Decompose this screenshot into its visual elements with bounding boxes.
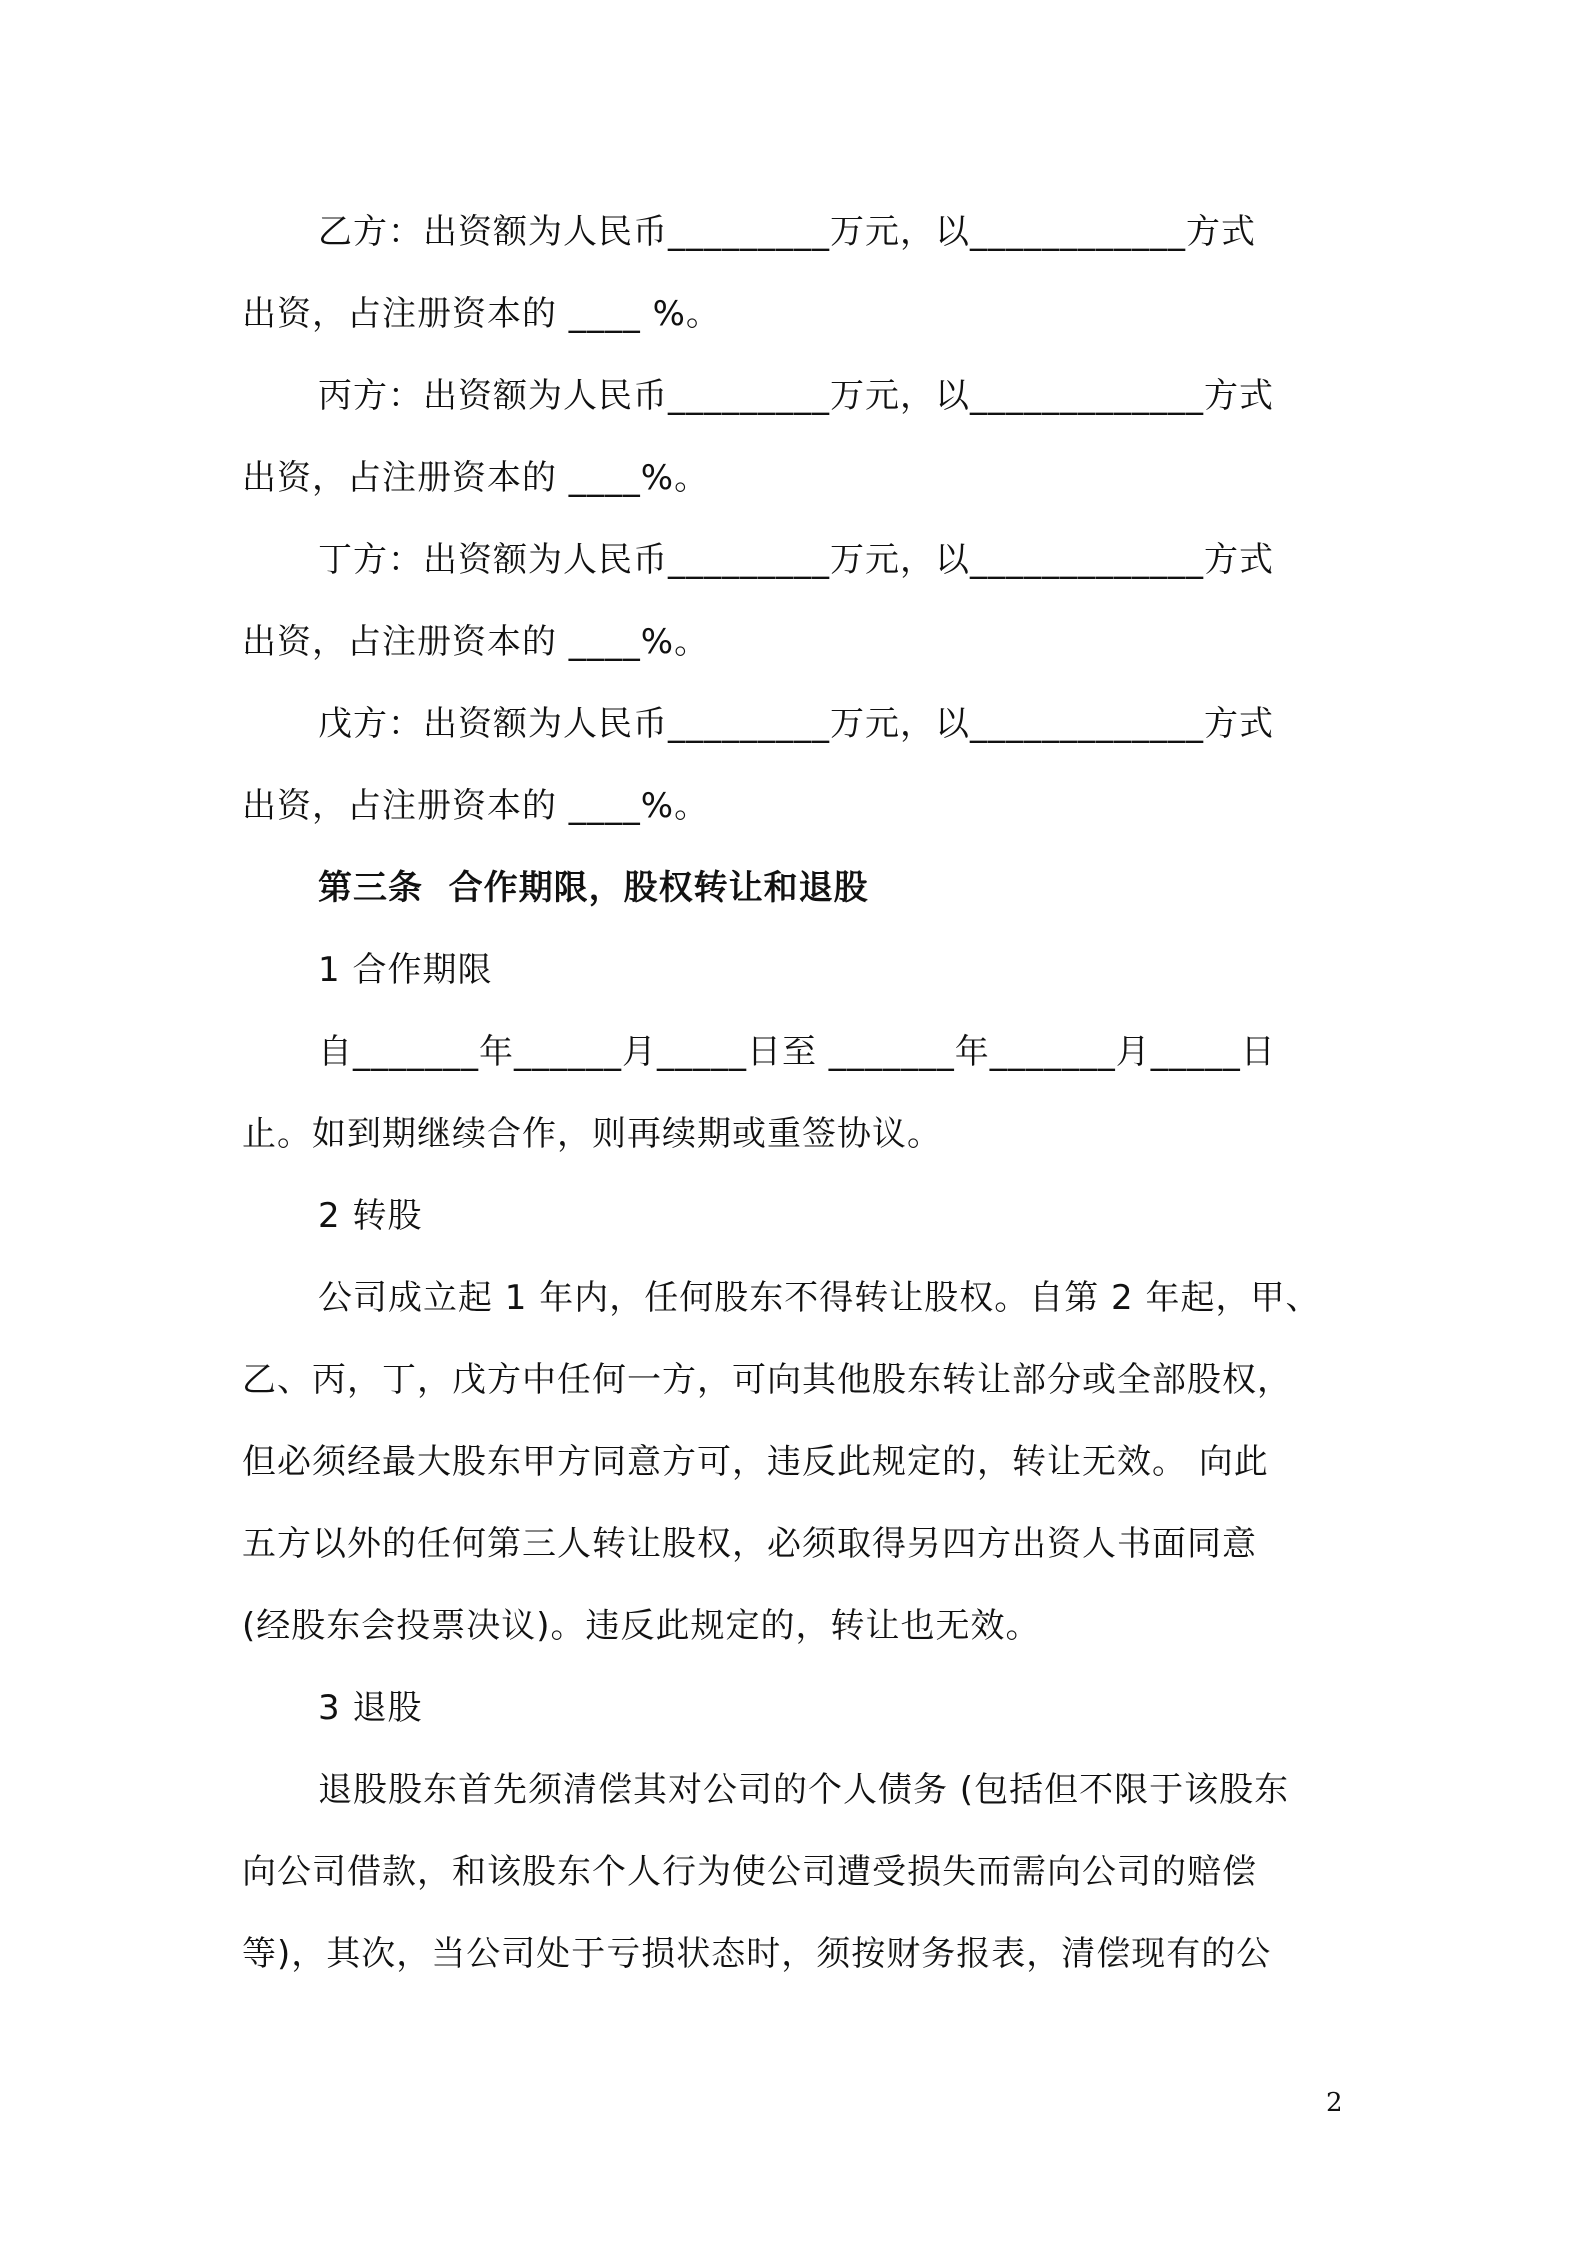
subsection-heading: 2 转股: [318, 1196, 423, 1236]
text-line: 但必须经最大股东甲方同意方可，违反此规定的，转让无效。 向此: [242, 1442, 1269, 1482]
text-line: 出资，占注册资本的 ____ %。: [242, 294, 721, 334]
text-line: 丁方：出资额为人民币_________万元，以_____________方式: [318, 540, 1274, 580]
subsection-heading: 1 合作期限: [318, 950, 493, 990]
text-line: 五方以外的任何第三人转让股权，必须取得另四方出资人书面同意: [242, 1524, 1257, 1564]
text-line: 出资，占注册资本的 ____%。: [242, 786, 710, 826]
page-number: 2: [1326, 2088, 1343, 2118]
text-line: 公司成立起 1 年内，任何股东不得转让股权。自第 2 年起，甲、: [318, 1278, 1321, 1318]
text-line: 戊方：出资额为人民币_________万元，以_____________方式: [318, 704, 1274, 744]
text-line: 退股股东首先须清偿其对公司的个人债务 (包括但不限于该股东: [318, 1770, 1290, 1810]
text-line: 等)，其次，当公司处于亏损状态时，须按财务报表，清偿现有的公: [242, 1934, 1272, 1974]
text-line: 出资，占注册资本的 ____%。: [242, 458, 710, 498]
text-line: 向公司借款，和该股东个人行为使公司遭受损失而需向公司的赔偿: [242, 1852, 1257, 1892]
text-line: 自_______年______月_____日至 _______年_______月_____日: [318, 1032, 1276, 1072]
text-line: 止。如到期继续合作，则再续期或重签协议。: [242, 1114, 942, 1154]
text-line: 乙方：出资额为人民币_________万元，以____________方式: [318, 212, 1256, 252]
section-heading: 第三条 合作期限，股权转让和退股: [318, 868, 869, 908]
subsection-heading: 3 退股: [318, 1688, 423, 1728]
text-line: 乙、丙，丁，戊方中任何一方，可向其他股东转让部分或全部股权，: [242, 1360, 1292, 1400]
text-line: 出资，占注册资本的 ____%。: [242, 622, 710, 662]
text-line: (经股东会投票决议)。违反此规定的，转让也无效。: [242, 1606, 1041, 1646]
text-line: 丙方：出资额为人民币_________万元，以_____________方式: [318, 376, 1274, 416]
